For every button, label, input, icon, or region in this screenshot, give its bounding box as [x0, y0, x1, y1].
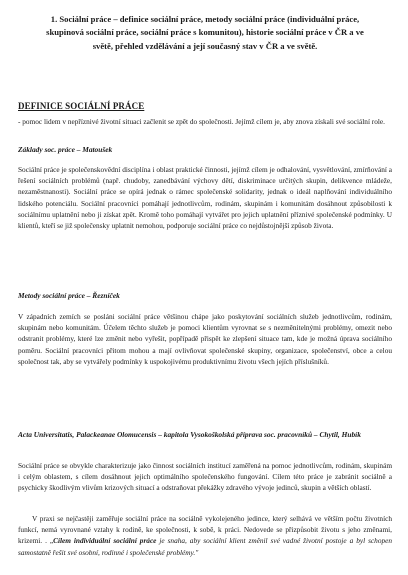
paragraph-matousek: Sociální práce je společenskovědní disciplína i oblast praktické činnosti, jejímž cílem je odhalování, vysvětlování, zmírňování a řešení sociálních problémů (např. chudoby, zanedbávání výchovy dětí, diskriminace určitých skupin, delikvence mládeže, nezaměstnanosti). Sociální práce se opírá jednak o rámec společenské solidarity, jednak o ideál naplňování individuálního lidského potenciálu. Sociální pracovníci pomáhají jednotlivcům, rodinám, skupinám i komunitám dosáhnout způsobilosti k sociálnímu uplatnění nebo ji získat zpět. Kromě toho pomáhají vytvářet pro jejich uplatnění příznivé společenské podmínky. U klientů, kteří se již společensky uplatnit nemohou, podporuje sociální práce co nejdůstojnější způsob života. — [18, 165, 392, 231]
section-heading: DEFINICE SOCIÁLNÍ PRÁCE — [18, 101, 145, 111]
paragraph-acta: Sociální práce se obvykle charakterizuje jako činnost sociálních institucí zaměřená na pomoc jednotlivcům, rodinám, skupinám i celým oblastem, s cílem dosáhnout jejich optimálního společenského fungování. Cílem této práce je zabránit sociálně a psychicky škodlivým vlivům krizových situací a odstraňovat překážky zdravého vývoje jedinců, skupin a větších oblastí. — [18, 461, 392, 493]
document-title: 1. Sociální práce – definice sociální práce, metody sociální práce (individuální práce, skupinová sociální práce, sociální práce s komunitou), historie sociální práce v ČR a ve světě, přehled vzdělávání a její současný stav v ČR a ve světě. — [46, 14, 364, 51]
paragraph-reznicek: V západních zemích se posláni sociální práce většinou chápe jako poskytování sociálních služeb jednotlivcům, rodinám, skupinám nebo komunitám. Účelem těchto služeb je pomoci klientům vyrovnat se s nezměnitelnými problémy, omezit nebo odstranit problémy, které lze změnit nebo vyřešit, popřípadě přispět ke zlepšení situace tam, kde je možná úprava sociálního poměru. Sociální pracovníci přitom mohou a mají ovlivňovat společenské skupiny, organizace, společenství, obce a celou společnost tak, aby se vytvářely podmínky k uspokojivému produktivnímu životu všech jejích příslušníků. — [18, 312, 392, 366]
paragraph-practice — [18, 513, 392, 558]
source-heading-reznicek: Metody sociální práce – Řezníček — [18, 291, 120, 300]
source-heading-matousek: Základy soc. práce – Matoušek — [18, 145, 113, 154]
practice-goal-text: je snaha, aby sociální klient změnil své vadné životní postoje a byl schopen samostatně řešit své osobní, rodinné i společenské problémy." — [18, 536, 393, 557]
source-heading-acta: Acta Universitatis, Palackeanae Olomucensis – kapitola Vysokoškolská příprava soc. pracovníků – Chytil, Hubík — [18, 430, 361, 439]
practice-text: V praxi se nejčastěji zaměřuje sociální práce na sociálně vykolejeného jedince, který selhává ve větším počtu životních funkcí, nemá vyrovnané vztahy k rodině, ke společnosti, k sobě, k práci. Nedovede se přizpůsobit životu s jeho změnami, krizemi. . „ — [18, 514, 392, 546]
practice-goal-emphasis: Cílem individuální sociální práce — [53, 536, 157, 546]
intro-paragraph: - pomoc lidem v nepříznivé životní situaci začlenit se zpět do společnosti. Jejímž cílem je, aby znova získali své sociální role. — [18, 117, 385, 126]
